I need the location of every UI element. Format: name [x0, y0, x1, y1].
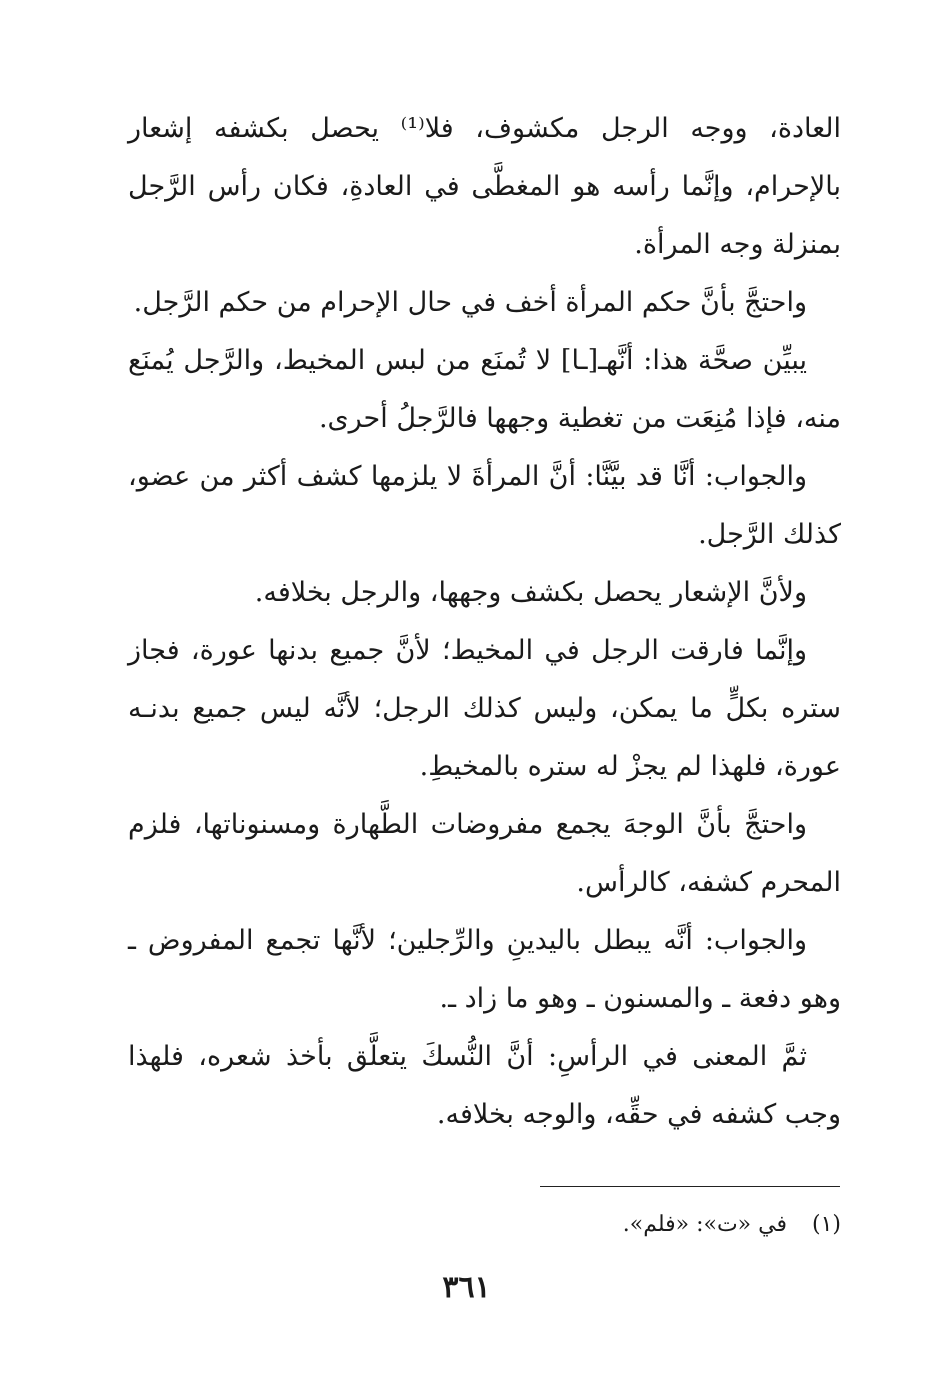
- footnote-divider: [540, 1186, 840, 1187]
- paragraph-9: ثمَّ المعنى في الرأسِ: أنَّ النُّسكَ يتعلَّق بأخذ شعره، فلهذا وجب كشفه في حقِّه، والوجه بخلافه.: [128, 1041, 841, 1130]
- main-text: [128, 100, 841, 1144]
- footnote-text: في «ت»: «فلم».: [622, 1212, 787, 1237]
- paragraph-3: يبيِّن صحَّة هذا: أنَّهـ[ـا] لا تُمنَع من لبس المخيط، والرَّجل يُمنَع منه، فإذا مُنِعَت من تغطية وجهها فالرَّجلُ أحرى.: [128, 345, 841, 434]
- footnote-number: (١): [811, 1212, 841, 1237]
- footnote: [400, 1205, 841, 1245]
- paragraph-4: والجواب: أنَّا قد بيَّنَّا: أنَّ المرأةَ لا يلزمها كشف أكثر من عضو، كذلك الرَّجل.: [128, 461, 841, 550]
- page-number: ٣٦١: [442, 1270, 491, 1305]
- paragraph-5: ولأنَّ الإشعار يحصل بكشف وجهها، والرجل بخلافه.: [254, 577, 807, 608]
- paragraph-6: وإنَّما فارقت الرجل في المخيط؛ لأنَّ جميع بدنها عورة، فجاز ستره بكلٍّ ما يمكن، وليس كذلك الرجل؛ لأنَّه ليس جميع بدنـه عورة، فلهذا لم يجزْ له ستره بالمخيطِ.: [128, 635, 841, 782]
- paragraph-8: والجواب: أنَّه يبطل باليدينِ والرِّجلين؛ لأنَّها تجمع المفروض ـ وهو دفعة ـ والمسنون ـ وهو ما زاد ـ.: [128, 925, 841, 1014]
- paragraph-7: واحتجَّ بأنَّ الوجهَ يجمع مفروضات الطَّهارة ومسنوناتها، فلزم المحرم كشفه، كالرأس.: [128, 809, 841, 898]
- paragraph-1: العادة، ووجه الرجل مكشوف، فلا⁽¹⁾ يحصل بكشفه إشعار بالإحرام، وإنَّما رأسه هو المغطَّى في العادةِ، فكان رأس الرَّجل بمنزلة وجه المرأة.: [128, 113, 841, 260]
- paragraph-2: واحتجَّ بأنَّ حكم المرأة أخف في حال الإحرام من حكم الرَّجل.: [133, 287, 807, 318]
